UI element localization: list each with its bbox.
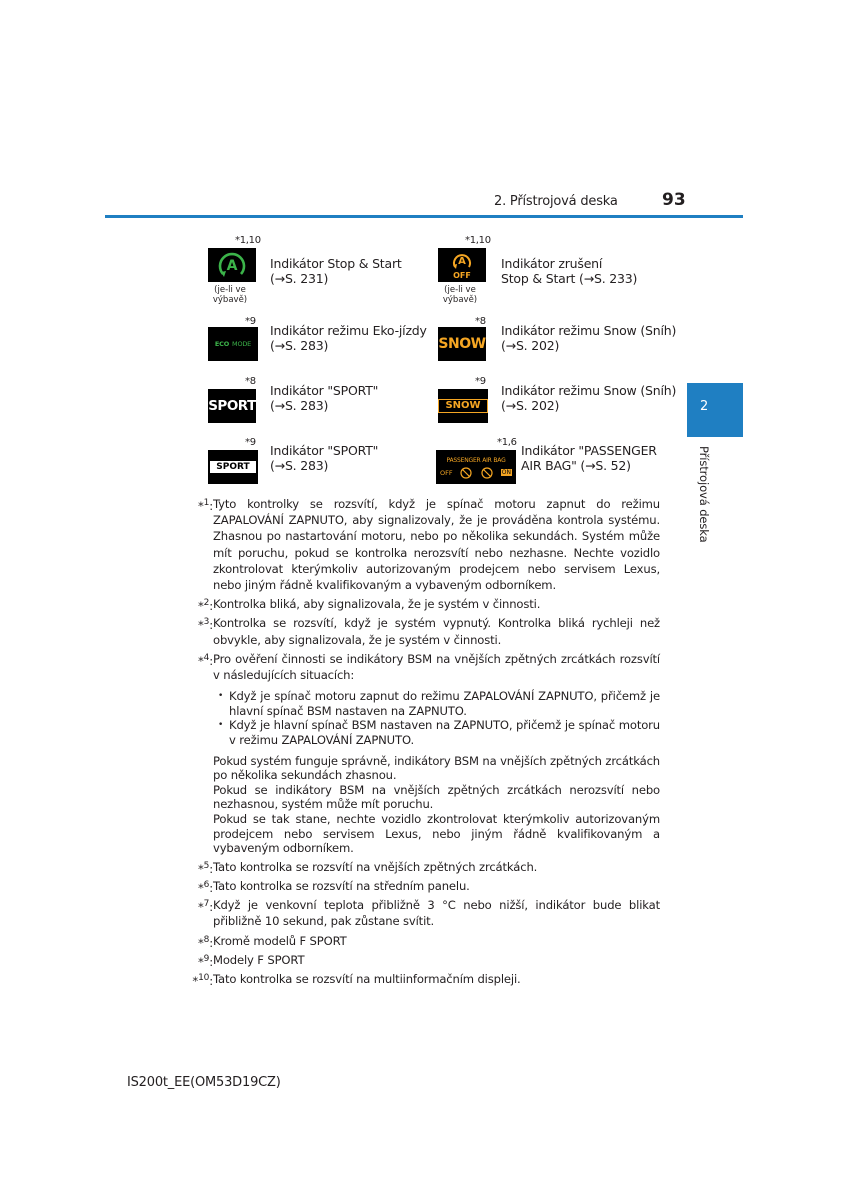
list-item: • Když je spínač motoru zapnut do režimu ZAPALOVÁNÍ ZAPNUTO, přičemž je hlavní spínač BSM nastaven na ZAPNUTO. [213,689,660,718]
indicator-4-label: Indikátor režimu Snow (Sníh) (→S. 202) [501,323,677,353]
indicator-1-footnote-ref: *1,10 [235,235,261,246]
footnote-4: *$^4$: Pro ověření činnosti se indikátory BSM na vnějších zpětných zrcátkách rozsvítí v následujících situacích: • Když je spínač motoru zapnut do režimu ZAPALOVÁNÍ ZAPNUTO, přičemž je hlavní spínač BSM nastaven na ZAPNUTO. • Když je hlavní spínač BSM nastaven na ZAPNUTO, přičemž je spínač motoru v režimu ZAPALOVÁNÍ ZAPNUTO. Pokud systém funguje správně, indikátory BSM na vnějších zpětných zrcátkách po několika sekundách zhasnou. Pokud se indikátory BSM na vnějších zpětných zrcátkách nerozsvítí nebo nezhasnou, systém může mít poruchu. Pokud se tak stane, nechte vozidlo zkontrolovat kterýmkoliv autorizovaným prodejcem nebo servisem Lexus, nebo jiným řádně kvalifikovaným a vybaveným odborníkem. [186,651,660,856]
sport-mode-fsport-indicator-icon: SPORT [208,450,258,484]
indicator-4-footnote-ref: *8 [475,316,486,327]
indicator-6-footnote-ref: *9 [475,376,486,387]
off-text: OFF [453,271,471,280]
stop-start-off-indicator-icon [438,248,486,282]
footnote-4-paragraph: Pokud se indikátory BSM na vnějších zpětných zrcátkách nerozsvítí nebo nezhasnou, systém může mít poruchu. [213,782,660,812]
footnote-3-mark: *$^3$: [198,617,213,633]
passenger-airbag-indicator-icon: PASSENGER AIR BAG OFF ON [436,450,516,484]
footnote-7-mark: *$^7$: [198,899,213,915]
indicator-2-availability-note: (je-li ve výbavě) [442,285,478,305]
footnote-4-bullets [213,689,660,747]
footnote-5-mark: *$^5$: [198,860,213,876]
indicator-1-availability-note: (je-li ve výbavě) [212,285,248,305]
footnote-8-mark: *$^8$: [198,934,213,950]
footnote-7: *$^7$: Když je venkovní teplota přibližně 3 °C nebo nižší, indikátor bude blikat přibližně 10 sekund, pak zůstane svítit. [186,897,660,929]
footnote-2-mark: *$^2$: [198,598,213,614]
indicator-5-footnote-ref: *8 [245,376,256,387]
footnote-4-paragraph: Pokud systém funguje správně, indikátory BSM na vnějších zpětných zrcátkách po několika sekundách zhasnou. [213,753,660,783]
indicator-7-footnote-ref: *9 [245,437,256,448]
header-rule [105,215,743,218]
footnote-3: *$^3$: Kontrolka se rozsvítí, když je systém vypnutý. Kontrolka bliká rychleji než obvykle, aby signalizovala, že je systém v činnosti. [186,615,660,647]
indicator-2-label: Indikátor zrušení Stop & Start (→S. 233) [501,256,638,286]
footnote-4-mark: *$^4$: [198,652,213,668]
section-title: 2. Přístrojová deska [494,194,618,209]
page-number: 93 [662,190,686,210]
footnote-10: *$^{10}$: Tato kontrolka se rozsvítí na multiinformačním displeji. [186,971,660,987]
snow-mode-fsport-indicator-icon: SNOW [438,389,488,423]
stop-start-indicator-icon [208,248,256,282]
indicator-7-label: Indikátor "SPORT" (→S. 283) [270,443,379,473]
footnote-6-mark: *$^6$: [198,879,213,895]
footnote-9: *$^9$: Modely F SPORT [186,952,660,968]
indicator-8-footnote-ref: *1,6 [497,437,517,448]
airbag-disabled-icon [480,467,494,479]
footnote-4-paragraph: Pokud se tak stane, nechte vozidlo zkontrolovat kterýmkoliv autorizovaným prodejcem nebo servisem Lexus, nebo jiným řádně kvalifikovaným a vybaveným odborníkem. [213,811,660,856]
footnote-1-mark: *$^1$: [198,498,213,513]
sport-mode-indicator-icon: SPORT [208,389,256,423]
svg-text:A: A [458,256,466,267]
list-item: • Když je hlavní spínač BSM nastaven na ZAPNUTO, přičemž je spínač motoru v režimu ZAPALOVÁNÍ ZAPNUTO. [213,718,660,747]
footnote-2: *$^2$: Kontrolka bliká, aby signalizovala, že je systém v činnosti. [186,596,660,612]
snow-mode-indicator-icon: SNOW [438,327,486,361]
indicator-3-label: Indikátor režimu Eko-jízdy (→S. 283) [270,323,427,353]
footnote-9-mark: *$^9$: [198,953,213,969]
footnote-1: *$^1$: Tyto kontrolky se rozsvítí, když je spínač motoru zapnut do režimu ZAPALOVÁNÍ ZAPNUTO, aby signalizovaly, že je prováděna kontrola systému. Zhasnou po nastartování motoru, nebo po několika sekundách. Systém může mít poruchu, pokud se kontrolka nerozsvítí nebo nezhasne. Nechte vozidlo zkontrolovat kterýmkoliv autorizovaným prodejcem nebo servisem Lexus, nebo jiným řádně kvalifikovaným a vybaveným odborníkem. [186,496,660,593]
footnote-10-mark: *$^{10}$: [192,972,213,988]
svg-text:A: A [226,258,238,274]
indicator-8-label: Indikátor "PASSENGER AIR BAG" (→S. 52) [521,443,657,473]
eco-mode-indicator-icon: ECO MODE [208,327,258,361]
document-code: IS200t_EE(OM53D19CZ) [127,1075,281,1090]
footnotes [186,496,660,990]
indicator-6-label: Indikátor režimu Snow (Sníh) (→S. 202) [501,383,677,413]
indicator-1-label: Indikátor Stop & Start (→S. 231) [270,256,402,286]
footnote-5: *$^5$: Tato kontrolka se rozsvítí na vnějších zpětných zrcátkách. [186,859,660,875]
indicator-2-footnote-ref: *1,10 [465,235,491,246]
indicator-3-footnote-ref: *9 [245,316,256,327]
chapter-tab [687,383,743,437]
chapter-tab-label: Přístrojová deska [697,446,711,543]
indicator-5-label: Indikátor "SPORT" (→S. 283) [270,383,379,413]
footnote-8: *$^8$: Kromě modelů F SPORT [186,933,660,949]
footnote-6: *$^6$: Tato kontrolka se rozsvítí na středním panelu. [186,878,660,894]
seat-airbag-icon [459,467,473,479]
chapter-tab-number: 2 [700,399,709,414]
